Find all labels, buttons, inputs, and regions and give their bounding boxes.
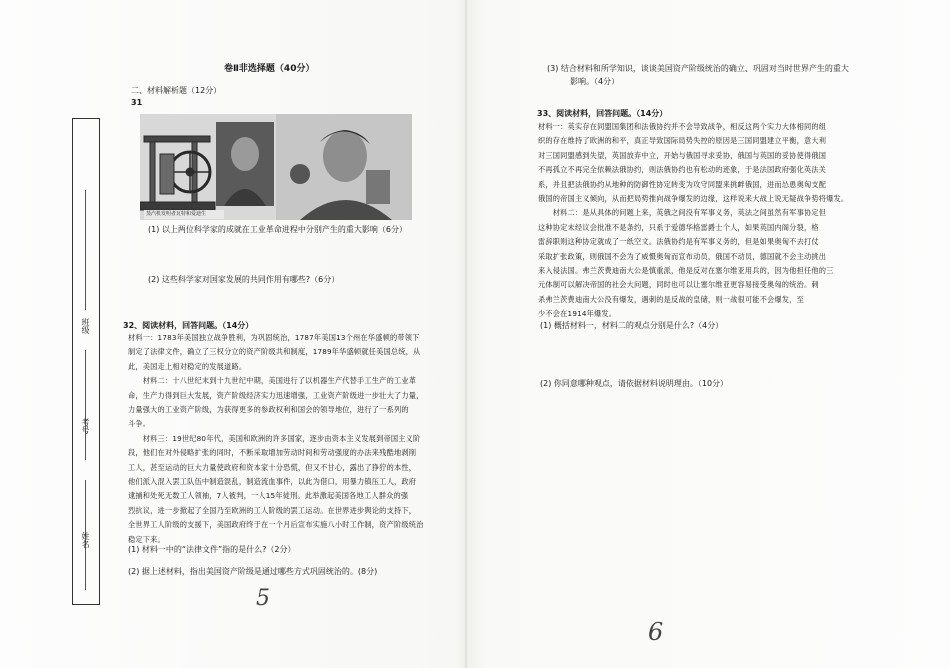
material-line: 雷辞职则这种协定就成了一纸空文。法俄协约是有军事义务的，但是如果奥匈不去打仗 — [538, 237, 819, 247]
material-line: 材料一：英实存在同盟国集团和法俄协约并不会导致战争，相反这两个实力大体相同的组 — [538, 122, 827, 131]
scientists-photo — [140, 114, 412, 220]
material-line: 这种协定未经议会批准不是条约，只系于爱德华格雷爵士个人，如果英国内阁分裂，格 — [538, 222, 819, 232]
question-32-1: (1) 材料一中的“法律文件”指的是什么?（2分） — [128, 545, 296, 554]
material-line: 命，生产力得到巨大发展，资产阶级经济实力迅速增强，工业资产阶级进一步壮大了力量， — [128, 390, 424, 400]
material-line: 不再孤立不再完全依赖法俄协约，则法俄协约也有松动的迹象，于是法国政府强化英法关 — [538, 165, 827, 175]
page-fold — [465, 0, 467, 668]
material-line: 材料一：1783年美国独立战争胜利，为巩固统治，1787年美国13个州在华盛顿的带领下 — [128, 333, 420, 342]
class-label: 班级 — [81, 318, 90, 334]
material-line: 稳定下来。 — [128, 534, 165, 544]
question-33-material — [538, 120, 883, 322]
material-line: 少不会在1914年爆发。 — [538, 309, 617, 319]
material-line: 俄国的帝国主义倾向，从而把局势推向战争爆发的边缘，这样说来大战上说无疑战争势将爆发。 — [538, 194, 849, 204]
material-line: 工人，甚至运动的巨大力量使政府和资本家十分恐慌，但又不甘心，露出了狰狞的本性， — [128, 462, 417, 472]
material-line: 段，他们在对外侵略扩张的同时，不断采取增加劳动时间和劳动强度的办法来残酷地剥削 — [128, 448, 417, 458]
binding-line — [85, 350, 86, 460]
question-33-1: (1) 概括材料一，材料二的观点分别是什么?（4分） — [540, 321, 724, 330]
question-32-material — [128, 331, 458, 547]
material-line: 元体制可以解决帝国的社会大问题，同时也可以让塞尔维亚更容易接受奥匈的统治。刺 — [538, 280, 819, 290]
question-31-2: (2) 这些科学家对国家发展的共同作用有哪些?（6分） — [148, 275, 340, 284]
question-32-3-cont: 影响。（4分） — [570, 77, 620, 86]
material-line: 材料三：19世纪80年代，美国和欧洲的许多国家，逐步由资本主义发展到帝国主义阶 — [128, 433, 421, 443]
question-33-2: (2) 你同意哪种观点，请依据材料说明理由。（10分） — [540, 379, 729, 388]
material-line: 采取扩张政策，则俄国不会为了威慑奥匈而宣布动员，俄国不动员，德国就不会主动挑出 — [538, 251, 827, 261]
question-31-1: (1) 以上两位科学家的成就在工业革命进程中分别产生的重大影响（6分） — [148, 225, 407, 234]
material-line: 对三国同盟感到失望，英国放弃中立，开始与俄国寻求妥协，俄国与英国的妥协使得俄国 — [538, 150, 827, 160]
material-line: 全世界工人阶级的支援下，美国政府终于在一个月后宣布实施八小时工作制，资产阶级统治 — [128, 520, 424, 530]
question-33-heading: 33、阅读材料，回答问题。（14分） — [537, 109, 668, 118]
student-id-label: 考号 — [81, 418, 90, 434]
edison-portrait — [276, 114, 412, 220]
binding-line — [85, 190, 86, 310]
material-line: 材料二：是从具体的问题上来，英俄之间没有军事义务，英法之间虽然有军事协定但 — [538, 208, 827, 218]
material-line: 来入侵法国。弗兰茨费迪南大公是慎重派，他是反对在塞尔维亚用兵的，因为他担任他的三 — [538, 266, 834, 276]
material-line: 此，美国走上相对稳定的发展道路。 — [128, 361, 247, 371]
material-line: 材料二：十八世纪末到十九世纪中期，美国进行了以机器生产代替手工生产的工业革 — [128, 376, 417, 386]
material-line: 杀弗兰茨费迪南大公没有爆发，遇刺的是反战的皇储，则一战很可能不会爆发，至 — [538, 294, 804, 304]
question-number: 31 — [131, 98, 143, 107]
material-line: 逮捕和处死无数工人领袖，7人被判，一人15年徒刑。此举激起美国各地工人群众的强 — [128, 491, 409, 501]
section-heading: 二、材料解析题（12分） — [131, 86, 222, 95]
page-number-left: 5 — [256, 586, 270, 611]
question-32-heading: 32、阅读材料，回答问题。（14分） — [123, 321, 254, 330]
page-number-right: 6 — [648, 618, 664, 646]
material-line: 他们派入混入罢工队伍中制造混乱，制造流血事件，以此为借口，用暴力镇压工人，政府 — [128, 477, 417, 487]
material-line: 织的存在维持了欧洲的和平，真正导致国际局势失控的原因是三国同盟建立平衡，意大利 — [538, 136, 827, 146]
material-line: 制定了法律文件，确立了三权分立的资产阶级共和制度，1789年华盛顿就任美国总统，从 — [128, 347, 421, 357]
name-label: 姓名 — [81, 532, 90, 548]
material-line: 力量强大的工业资产阶级，为获得更多的参政权利和国会的领导地位，进行了一系列的 — [128, 405, 409, 415]
material-line: 烈抗议，进一步掀起了全国乃至欧洲的工人阶级的罢工运动。在世界进步舆论的支持下， — [128, 505, 417, 515]
section-title: 卷Ⅱ非选择题（40分） — [224, 64, 315, 74]
photo-caption: 蒸汽机发明者瓦特和爱迪生 — [146, 211, 207, 217]
question-32-3: (3) 结合材料和所学知识，谈谈美国资产阶级统治的确立、巩固对当时世界产生的重大 — [547, 64, 849, 73]
question-32-2: (2) 据上述材料，指出美国资产阶级是通过哪些方式巩固统治的。(8分) — [128, 567, 378, 576]
material-line: 斗争。 — [128, 419, 151, 429]
watt-portrait — [216, 122, 274, 206]
material-line: 系，并且把法俄协约从地种的防御性协定转变为攻守同盟来挑衅俄国，进而怂恿奥匈支配 — [538, 179, 827, 189]
